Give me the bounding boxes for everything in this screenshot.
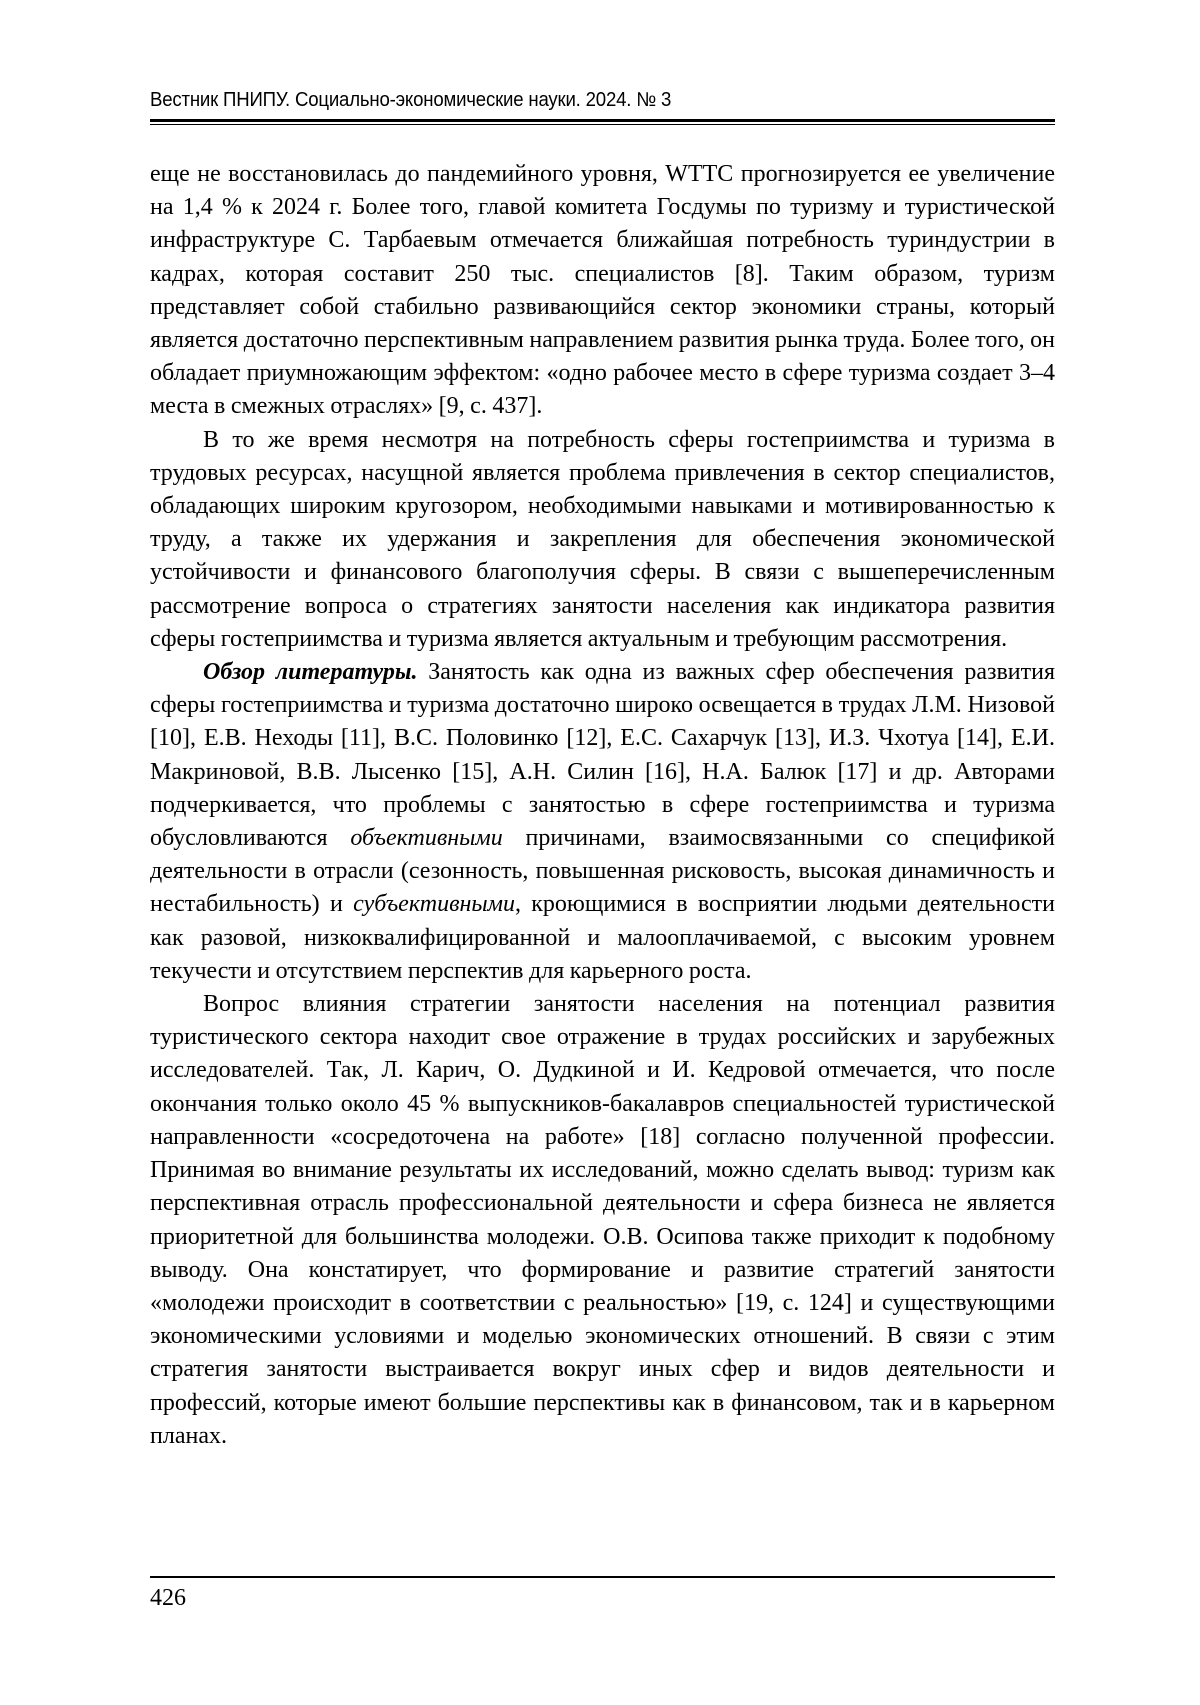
header-rule-thin (150, 124, 1055, 125)
footer-rule (150, 1576, 1055, 1578)
paragraph-1: еще не восстановилась до пандемийного уровня, WTTC прогнозируется ее увеличение на 1,4 % к 2024 г. Более того, главой комитета Госдумы по туризму и туристической инфраструктуре С. Тарбаевым отмечается ближайшая потребность туриндустрии в кадрах, которая составит 250 тыс. специалистов [8]. Таким образом, туризм представляет собой стабильно развивающийся сектор экономики страны, который является достаточно перспективным направлением развития рынка труда. Более того, он обладает приумножающим эффектом: «одно рабочее место в сфере туризма создает 3–4 места в смежных отраслях» [9, с. 437]. (150, 161, 1055, 420)
article-body (150, 158, 1055, 1453)
paragraph-4: Вопрос влияния стратегии занятости населения на потенциал развития туристического сектора находит свое отражение в трудах российских и зарубежных исследователей. Так, Л. Карич, О. Дудкиной и И. Кедровой отмечается, что после окончания только около 45 % выпускников-бакалавров специальностей туристической направленности «сосредоточена на работе» [18] согласно полученной профессии. Принимая во внимание результаты их исследований, можно сделать вывод: туризм как перспективная отрасль профессиональной деятельности и сфера бизнеса не является приоритетной для большинства молодежи. О.В. Осипова также приходит к подобному выводу. Она констатирует, что формирование и развитие стратегий занятости «молодежи происходит в соответствии с реальностью» [19, с. 124] и существующими экономическими условиями и моделью экономических отношений. В связи с этим стратегия занятости выстраивается вокруг иных сфер и видов деятельности и профессий, которые имеют большие перспективы как в финансовом, так и в карьерном планах. (150, 991, 1055, 1449)
page-number: 426 (150, 1585, 186, 1611)
journal-page (150, 0, 1055, 1705)
emphasis-subjective: субъективными (353, 891, 515, 918)
paragraph-3 (150, 656, 1055, 988)
paragraph-3-text-c: , кроющимися в восприятии людьми деятельности как разовой, низкоквалифицированной и малооплачиваемой, с высоким уровнем текучести и отсутствием перспектив для карьерного роста. (150, 891, 1055, 984)
paragraph-2: В то же время несмотря на потребность сферы гостеприимства и туризма в трудовых ресурсах, насущной является проблема привлечения в сектор специалистов, обладающих широким кругозором, необходимыми навыками и мотивированностью к труду, а также их удержания и закрепления для обеспечения экономической устойчивости и финансового благополучия сферы. В связи с вышеперечисленным рассмотрение вопроса о стратегиях занятости населения как индикатора развития сферы гостеприимства и туризма является актуальным и требующим рассмотрения. (150, 426, 1055, 652)
running-header: Вестник ПНИПУ. Социально-экономические науки. 2024. № 3 (150, 89, 672, 111)
section-heading-literature-review: Обзор литературы. (203, 659, 418, 686)
paragraph-3-text-a: Занятость как одна из важных сфер обеспечения развития сферы гостеприимства и туризма достаточно широко освещается в трудах Л.М. Низовой [10], Е.В. Неходы [11], В.С. Половинко [12], Е.С. Сахарчук [13], И.З. Чхотуа [14], Е.И. Макриновой, В.В. Лысенко [15], А.Н. Силин [16], Н.А. Балюк [17] и др. Авторами подчеркивается, что проблемы с занятостью в сфере гостеприимства и туризма обусловливаются (150, 659, 1056, 852)
emphasis-objective: объективными (350, 825, 503, 852)
paragraph-3-text-b: причинами, взаимосвязанными со спецификой деятельности в отрасли (сезонность, повышенная рисковость, высокая динамичность и нестабильность) и (150, 825, 1056, 918)
header-rule-thick (150, 119, 1055, 122)
